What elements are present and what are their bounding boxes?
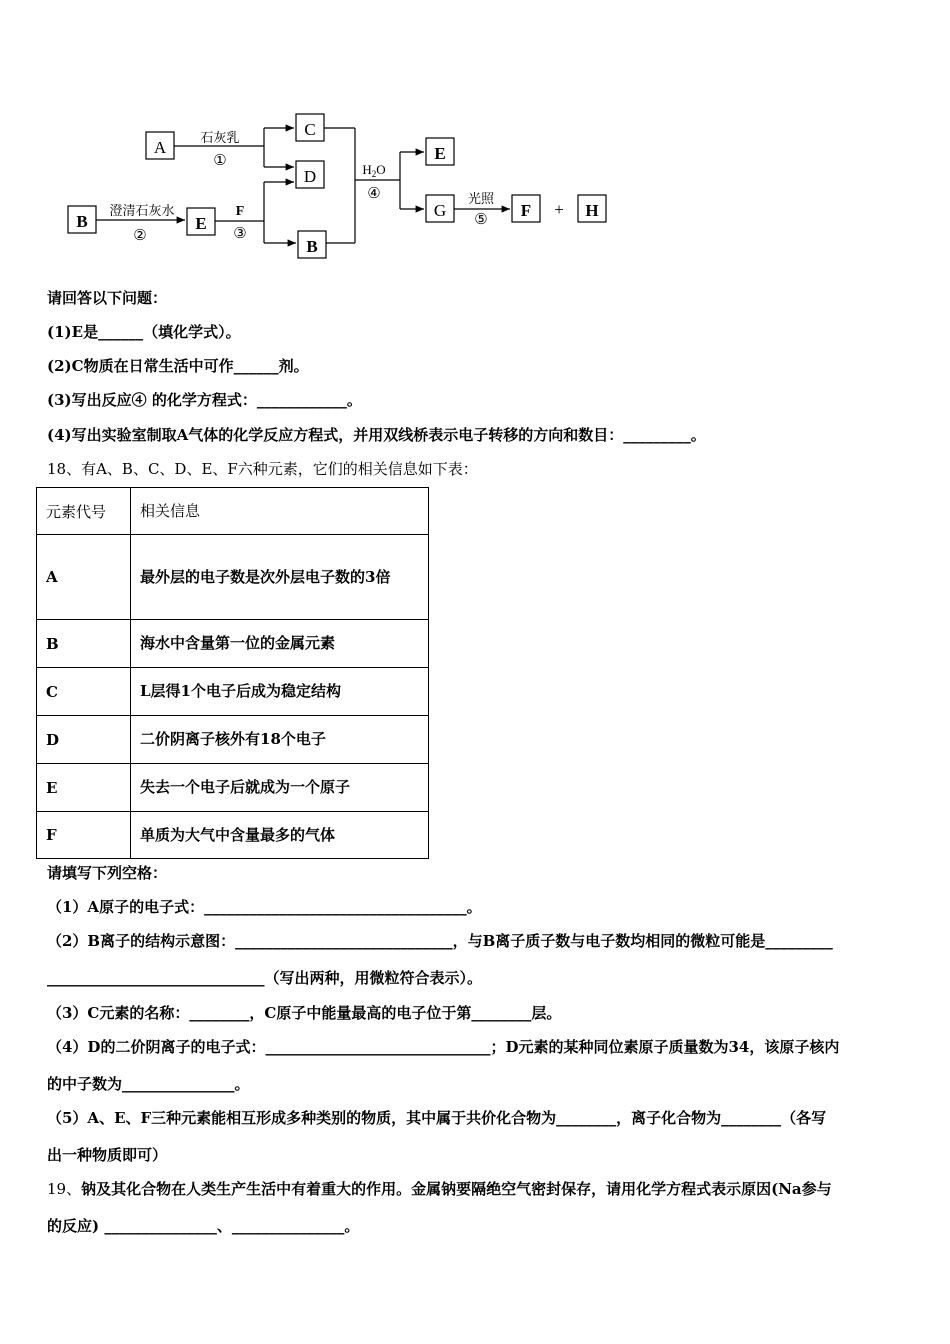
q18-part5-line1: （5）A、E、F三种元素能相互形成多种类别的物质，其中属于共价化合物为________，离子化合物为________（各写 — [47, 1109, 827, 1127]
box-b-right: B — [306, 237, 318, 256]
q18-part4-line2: 的中子数为_______________。 — [47, 1075, 250, 1093]
q18-prompt: 请填写下列空格： — [47, 864, 168, 882]
box-f: F — [520, 201, 532, 220]
box-c: C — [304, 120, 316, 139]
label-f: F — [235, 204, 245, 219]
box-h: H — [585, 201, 599, 220]
box-e-mid: E — [195, 214, 207, 233]
table-row — [37, 620, 429, 668]
table-row — [37, 668, 429, 716]
table-row — [37, 535, 429, 620]
table-row — [37, 812, 429, 859]
label-plus: + — [554, 200, 564, 219]
q19-number: 19、 — [47, 1180, 82, 1198]
row-code: A — [37, 535, 131, 620]
label-step1: ① — [213, 153, 227, 169]
row-code: C — [37, 668, 131, 716]
label-step2: ② — [133, 228, 147, 244]
box-a: A — [153, 138, 167, 157]
table-row — [37, 716, 429, 764]
row-info: 最外层的电子数是次外层电子数的3倍 — [131, 535, 429, 620]
header-code: 元素代号 — [37, 488, 131, 535]
q18-part2-line1: （2）B离子的结构示意图：_____________________________，与B离子质子数与电子数均相同的微粒可能是_________ — [47, 932, 833, 950]
row-code: D — [37, 716, 131, 764]
table-row — [37, 764, 429, 812]
box-d: D — [303, 167, 317, 186]
q18-part3: （3）C元素的名称：________，C原子中能量最高的电子位于第________层。 — [47, 1004, 562, 1022]
q19-text: 钠及其化合物在人类生产生活中有着重大的作用。金属钠要隔绝空气密封保存，请用化学方程式表示原因(Na参与 — [81, 1180, 832, 1198]
label-guangzhao: 光照 — [467, 191, 495, 206]
q19-line2: 的反应) _______________、_______________。 — [47, 1217, 360, 1235]
q17-prompt: 请回答以下问题： — [47, 289, 168, 307]
row-info: 单质为大气中含量最多的气体 — [131, 812, 429, 859]
label-shihuiru: 石灰乳 — [200, 130, 240, 145]
label-chengqing: 澄清石灰水 — [109, 203, 175, 218]
q19-line1 — [47, 1178, 832, 1199]
row-info: 二价阴离子核外有18个电子 — [131, 716, 429, 764]
q17-part4: (4)写出实验室制取A气体的化学反应方程式，并用双线桥表示电子转移的方向和数目：_________。 — [47, 426, 706, 444]
q17-part2: (2)C物质在日常生活中可作______剂。 — [47, 357, 309, 375]
row-code: E — [37, 764, 131, 812]
label-step5: ⑤ — [474, 212, 488, 228]
q18-intro: 18、有A、B、C、D、E、F六种元素，它们的相关信息如下表： — [47, 460, 478, 478]
q18-part1: （1）A原子的电子式：___________________________________。 — [47, 898, 482, 916]
q18-part4-line1: （4）D的二价阴离子的电子式：______________________________；D元素的某种同位素原子质量数为34，该原子核内 — [47, 1038, 840, 1056]
q18-part2-line2: _____________________________（写出两种，用微粒符合表示）。 — [47, 969, 483, 987]
box-b-left: B — [76, 212, 88, 231]
q18-part5-line2: 出一种物质即可） — [47, 1146, 168, 1164]
reaction-diagram — [60, 112, 620, 272]
label-h2o: $H_2O$ — [362, 162, 386, 179]
header-info: 相关信息 — [131, 488, 429, 535]
label-step4: ④ — [367, 186, 381, 202]
box-g: G — [433, 201, 447, 220]
row-info: L层得1个电子后成为稳定结构 — [131, 668, 429, 716]
row-info: 失去一个电子后就成为一个原子 — [131, 764, 429, 812]
table-header-row — [37, 488, 429, 535]
row-code: B — [37, 620, 131, 668]
q17-part1: (1)E是______（填化学式）。 — [47, 323, 241, 341]
element-info-table — [36, 487, 429, 859]
row-info: 海水中含量第一位的金属元素 — [131, 620, 429, 668]
q17-part3: (3)写出反应④ 的化学方程式：____________。 — [47, 391, 362, 409]
row-code: F — [37, 812, 131, 859]
box-e-right: E — [434, 144, 446, 163]
label-step3: ③ — [233, 226, 247, 242]
